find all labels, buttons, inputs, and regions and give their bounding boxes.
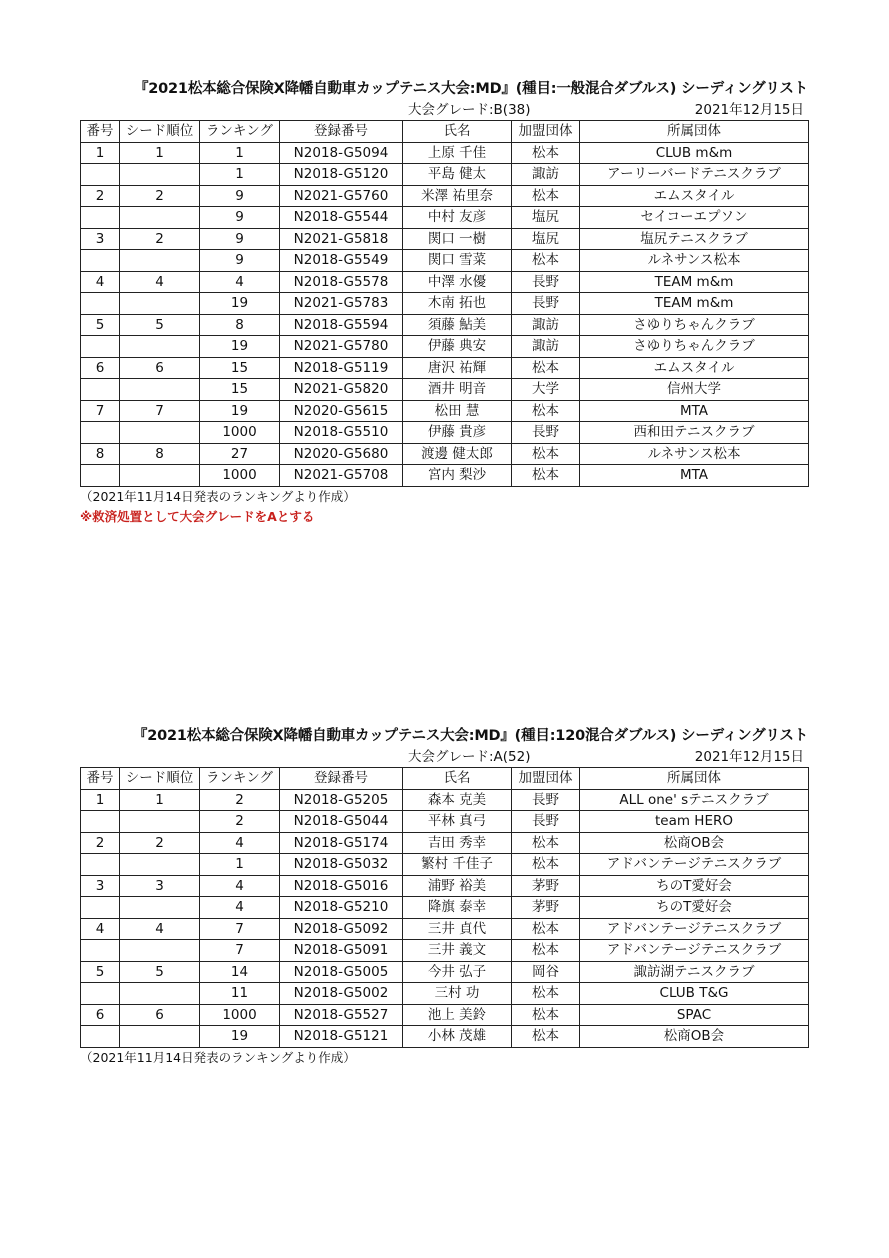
ranking-source-note: （2021年11月14日発表のランキングより作成） xyxy=(80,1049,356,1065)
table-row xyxy=(81,897,809,919)
cell-registration: N2018-G5210 xyxy=(280,897,403,919)
cell-name: 吉田 秀幸 xyxy=(403,832,512,854)
cell-ranking: 4 xyxy=(200,897,280,919)
cell-number xyxy=(81,1026,120,1048)
cell-club: ちのT愛好会 xyxy=(580,897,809,919)
cell-seed xyxy=(120,940,200,962)
cell-registration: N2021-G5760 xyxy=(280,185,403,207)
cell-registration: N2021-G5820 xyxy=(280,379,403,401)
cell-name: 平島 健太 xyxy=(403,164,512,186)
col-header-name: 氏名 xyxy=(403,768,512,790)
cell-club: CLUB m&m xyxy=(580,142,809,164)
cell-name: 唐沢 祐輝 xyxy=(403,357,512,379)
cell-club: 諏訪湖テニスクラブ xyxy=(580,961,809,983)
cell-association: 松本 xyxy=(512,854,580,876)
table-row xyxy=(81,443,809,465)
list-date: 2021年12月15日 xyxy=(694,749,804,765)
cell-name: 繁村 千佳子 xyxy=(403,854,512,876)
cell-ranking: 19 xyxy=(200,336,280,358)
cell-name: 関口 雪菜 xyxy=(403,250,512,272)
table-row xyxy=(81,379,809,401)
col-header-seed: シード順位 xyxy=(120,768,200,790)
cell-number xyxy=(81,422,120,444)
cell-seed xyxy=(120,379,200,401)
col-header-number: 番号 xyxy=(81,121,120,143)
cell-registration: N2018-G5594 xyxy=(280,314,403,336)
cell-seed: 8 xyxy=(120,443,200,465)
cell-club: 塩尻テニスクラブ xyxy=(580,228,809,250)
cell-club: 信州大学 xyxy=(580,379,809,401)
cell-name: 今井 弘子 xyxy=(403,961,512,983)
cell-name: 酒井 明音 xyxy=(403,379,512,401)
table-row xyxy=(81,811,809,833)
cell-club: ALL one' sテニスクラブ xyxy=(580,789,809,811)
cell-seed xyxy=(120,854,200,876)
cell-club: ルネサンス松本 xyxy=(580,443,809,465)
table-row xyxy=(81,832,809,854)
cell-ranking: 9 xyxy=(200,228,280,250)
table-row xyxy=(81,336,809,358)
list-date: 2021年12月15日 xyxy=(694,102,804,118)
cell-name: 米澤 祐里奈 xyxy=(403,185,512,207)
seeding-table xyxy=(80,120,809,487)
cell-seed xyxy=(120,250,200,272)
cell-association: 松本 xyxy=(512,185,580,207)
cell-number xyxy=(81,336,120,358)
cell-club: MTA xyxy=(580,465,809,487)
table-row xyxy=(81,875,809,897)
table-row xyxy=(81,1004,809,1026)
cell-registration: N2020-G5615 xyxy=(280,400,403,422)
cell-club: SPAC xyxy=(580,1004,809,1026)
cell-ranking: 19 xyxy=(200,400,280,422)
cell-registration: N2018-G5549 xyxy=(280,250,403,272)
cell-ranking: 15 xyxy=(200,379,280,401)
cell-association: 茅野 xyxy=(512,897,580,919)
cell-number: 3 xyxy=(81,875,120,897)
cell-registration: N2018-G5205 xyxy=(280,789,403,811)
cell-number: 1 xyxy=(81,789,120,811)
cell-club: エムスタイル xyxy=(580,357,809,379)
cell-ranking: 1000 xyxy=(200,1004,280,1026)
cell-registration: N2018-G5527 xyxy=(280,1004,403,1026)
cell-club: さゆりちゃんクラブ xyxy=(580,314,809,336)
cell-registration: N2018-G5578 xyxy=(280,271,403,293)
cell-registration: N2018-G5044 xyxy=(280,811,403,833)
cell-club: TEAM m&m xyxy=(580,293,809,315)
cell-ranking: 9 xyxy=(200,185,280,207)
table-row xyxy=(81,207,809,229)
table-row xyxy=(81,983,809,1005)
cell-association: 松本 xyxy=(512,250,580,272)
cell-association: 諏訪 xyxy=(512,164,580,186)
cell-name: 須藤 鮎美 xyxy=(403,314,512,336)
cell-seed xyxy=(120,207,200,229)
cell-association: 長野 xyxy=(512,422,580,444)
cell-association: 長野 xyxy=(512,789,580,811)
cell-seed: 2 xyxy=(120,832,200,854)
cell-number xyxy=(81,293,120,315)
cell-ranking: 2 xyxy=(200,811,280,833)
cell-number xyxy=(81,465,120,487)
cell-number xyxy=(81,207,120,229)
cell-association: 長野 xyxy=(512,811,580,833)
cell-club: アーリーバードテニスクラブ xyxy=(580,164,809,186)
cell-seed xyxy=(120,336,200,358)
cell-club: TEAM m&m xyxy=(580,271,809,293)
cell-club: MTA xyxy=(580,400,809,422)
cell-club: team HERO xyxy=(580,811,809,833)
cell-name: 上原 千佳 xyxy=(403,142,512,164)
table-row xyxy=(81,357,809,379)
cell-seed: 5 xyxy=(120,314,200,336)
table-body xyxy=(81,142,809,486)
cell-number: 3 xyxy=(81,228,120,250)
cell-ranking: 8 xyxy=(200,314,280,336)
cell-number: 6 xyxy=(81,1004,120,1026)
cell-number xyxy=(81,897,120,919)
table-row xyxy=(81,228,809,250)
cell-ranking: 9 xyxy=(200,207,280,229)
cell-association: 大学 xyxy=(512,379,580,401)
cell-ranking: 1 xyxy=(200,142,280,164)
cell-seed xyxy=(120,293,200,315)
cell-number xyxy=(81,811,120,833)
cell-seed: 6 xyxy=(120,1004,200,1026)
cell-number: 1 xyxy=(81,142,120,164)
cell-association: 松本 xyxy=(512,357,580,379)
table-row xyxy=(81,314,809,336)
cell-club: 西和田テニスクラブ xyxy=(580,422,809,444)
table-row xyxy=(81,142,809,164)
col-header-ranking: ランキング xyxy=(200,121,280,143)
cell-ranking: 14 xyxy=(200,961,280,983)
cell-name: 池上 美鈴 xyxy=(403,1004,512,1026)
cell-association: 松本 xyxy=(512,832,580,854)
cell-ranking: 19 xyxy=(200,1026,280,1048)
table-body xyxy=(81,789,809,1047)
cell-seed: 6 xyxy=(120,357,200,379)
table-row xyxy=(81,961,809,983)
cell-seed: 2 xyxy=(120,185,200,207)
cell-ranking: 27 xyxy=(200,443,280,465)
meta-line xyxy=(80,747,808,767)
table-row xyxy=(81,293,809,315)
cell-name: 宮内 梨沙 xyxy=(403,465,512,487)
cell-club: 松商OB会 xyxy=(580,1026,809,1048)
cell-registration: N2018-G5120 xyxy=(280,164,403,186)
cell-seed: 7 xyxy=(120,400,200,422)
cell-name: 降旗 泰幸 xyxy=(403,897,512,919)
table-row xyxy=(81,164,809,186)
cell-association: 松本 xyxy=(512,443,580,465)
cell-ranking: 15 xyxy=(200,357,280,379)
cell-association: 松本 xyxy=(512,940,580,962)
relief-remark: ※救済処置として大会グレードをAとする xyxy=(80,508,315,524)
cell-association: 岡谷 xyxy=(512,961,580,983)
cell-club: エムスタイル xyxy=(580,185,809,207)
cell-seed: 1 xyxy=(120,789,200,811)
cell-registration: N2018-G5002 xyxy=(280,983,403,1005)
cell-number xyxy=(81,983,120,1005)
tournament-grade: 大会グレード:A(52) xyxy=(408,749,531,765)
cell-registration: N2018-G5091 xyxy=(280,940,403,962)
cell-registration: N2020-G5680 xyxy=(280,443,403,465)
cell-registration: N2018-G5510 xyxy=(280,422,403,444)
cell-number: 6 xyxy=(81,357,120,379)
cell-number: 5 xyxy=(81,314,120,336)
cell-ranking: 9 xyxy=(200,250,280,272)
cell-club: アドバンテージテニスクラブ xyxy=(580,854,809,876)
cell-name: 三井 義文 xyxy=(403,940,512,962)
cell-number xyxy=(81,940,120,962)
table-row xyxy=(81,250,809,272)
cell-registration: N2018-G5016 xyxy=(280,875,403,897)
tournament-grade: 大会グレード:B(38) xyxy=(408,102,531,118)
cell-seed xyxy=(120,465,200,487)
cell-registration: N2018-G5174 xyxy=(280,832,403,854)
cell-name: 森本 克美 xyxy=(403,789,512,811)
cell-ranking: 2 xyxy=(200,789,280,811)
cell-ranking: 4 xyxy=(200,271,280,293)
cell-seed xyxy=(120,1026,200,1048)
cell-number xyxy=(81,379,120,401)
col-header-seed: シード順位 xyxy=(120,121,200,143)
col-header-registration: 登録番号 xyxy=(280,768,403,790)
cell-association: 松本 xyxy=(512,1026,580,1048)
col-header-association: 加盟団体 xyxy=(512,768,580,790)
col-header-number: 番号 xyxy=(81,768,120,790)
cell-seed xyxy=(120,897,200,919)
header-row xyxy=(81,121,809,143)
cell-club: アドバンテージテニスクラブ xyxy=(580,918,809,940)
cell-association: 長野 xyxy=(512,271,580,293)
table-row xyxy=(81,400,809,422)
cell-ranking: 1000 xyxy=(200,465,280,487)
table-row xyxy=(81,854,809,876)
cell-ranking: 1 xyxy=(200,854,280,876)
table-row xyxy=(81,940,809,962)
cell-ranking: 7 xyxy=(200,940,280,962)
cell-association: 松本 xyxy=(512,918,580,940)
cell-number: 7 xyxy=(81,400,120,422)
cell-association: 松本 xyxy=(512,142,580,164)
cell-name: 中澤 水優 xyxy=(403,271,512,293)
cell-club: セイコーエプソン xyxy=(580,207,809,229)
cell-association: 松本 xyxy=(512,400,580,422)
cell-registration: N2021-G5780 xyxy=(280,336,403,358)
cell-registration: N2018-G5005 xyxy=(280,961,403,983)
cell-name: 松田 慧 xyxy=(403,400,512,422)
cell-registration: N2021-G5708 xyxy=(280,465,403,487)
cell-seed xyxy=(120,983,200,1005)
col-header-ranking: ランキング xyxy=(200,768,280,790)
col-header-name: 氏名 xyxy=(403,121,512,143)
cell-association: 諏訪 xyxy=(512,314,580,336)
cell-name: 渡邊 健太郎 xyxy=(403,443,512,465)
cell-name: 浦野 裕美 xyxy=(403,875,512,897)
cell-name: 小林 茂雄 xyxy=(403,1026,512,1048)
cell-ranking: 4 xyxy=(200,875,280,897)
header-row xyxy=(81,768,809,790)
cell-seed xyxy=(120,164,200,186)
table-row xyxy=(81,1026,809,1048)
cell-number: 5 xyxy=(81,961,120,983)
cell-registration: N2018-G5092 xyxy=(280,918,403,940)
cell-club: 松商OB会 xyxy=(580,832,809,854)
cell-club: CLUB T&G xyxy=(580,983,809,1005)
col-header-registration: 登録番号 xyxy=(280,121,403,143)
cell-ranking: 19 xyxy=(200,293,280,315)
cell-name: 三井 貞代 xyxy=(403,918,512,940)
cell-club: ちのT愛好会 xyxy=(580,875,809,897)
seeding-section-120 xyxy=(80,725,808,1068)
cell-association: 塩尻 xyxy=(512,228,580,250)
cell-seed: 5 xyxy=(120,961,200,983)
col-header-association: 加盟団体 xyxy=(512,121,580,143)
cell-club: ルネサンス松本 xyxy=(580,250,809,272)
cell-name: 中村 友彦 xyxy=(403,207,512,229)
cell-number: 2 xyxy=(81,832,120,854)
cell-number xyxy=(81,164,120,186)
cell-number: 8 xyxy=(81,443,120,465)
cell-registration: N2021-G5818 xyxy=(280,228,403,250)
cell-club: アドバンテージテニスクラブ xyxy=(580,940,809,962)
table-row xyxy=(81,465,809,487)
cell-ranking: 1000 xyxy=(200,422,280,444)
table-row xyxy=(81,185,809,207)
cell-registration: N2018-G5119 xyxy=(280,357,403,379)
cell-name: 木南 拓也 xyxy=(403,293,512,315)
cell-registration: N2018-G5544 xyxy=(280,207,403,229)
table-row xyxy=(81,422,809,444)
cell-ranking: 4 xyxy=(200,832,280,854)
cell-registration: N2021-G5783 xyxy=(280,293,403,315)
table-row xyxy=(81,789,809,811)
cell-association: 松本 xyxy=(512,1004,580,1026)
cell-seed: 4 xyxy=(120,271,200,293)
cell-club: さゆりちゃんクラブ xyxy=(580,336,809,358)
cell-ranking: 11 xyxy=(200,983,280,1005)
cell-name: 伊藤 典安 xyxy=(403,336,512,358)
cell-seed: 3 xyxy=(120,875,200,897)
cell-association: 松本 xyxy=(512,983,580,1005)
table-row xyxy=(81,271,809,293)
cell-name: 伊藤 貴彦 xyxy=(403,422,512,444)
cell-number: 4 xyxy=(81,271,120,293)
cell-association: 茅野 xyxy=(512,875,580,897)
cell-association: 諏訪 xyxy=(512,336,580,358)
cell-number xyxy=(81,250,120,272)
cell-association: 長野 xyxy=(512,293,580,315)
cell-name: 平林 真弓 xyxy=(403,811,512,833)
cell-registration: N2018-G5032 xyxy=(280,854,403,876)
cell-seed xyxy=(120,422,200,444)
cell-number: 2 xyxy=(81,185,120,207)
cell-seed: 2 xyxy=(120,228,200,250)
cell-name: 三村 功 xyxy=(403,983,512,1005)
cell-ranking: 7 xyxy=(200,918,280,940)
ranking-source-note: （2021年11月14日発表のランキングより作成） xyxy=(80,488,356,504)
cell-number xyxy=(81,854,120,876)
meta-line xyxy=(80,100,808,120)
col-header-club: 所属団体 xyxy=(580,768,809,790)
cell-registration: N2018-G5121 xyxy=(280,1026,403,1048)
cell-seed: 4 xyxy=(120,918,200,940)
seeding-section-general xyxy=(80,78,808,527)
cell-registration: N2018-G5094 xyxy=(280,142,403,164)
cell-association: 松本 xyxy=(512,465,580,487)
cell-ranking: 1 xyxy=(200,164,280,186)
cell-name: 関口 一樹 xyxy=(403,228,512,250)
page-title: 『2021松本総合保険X降幡自動車カップテニス大会:MD』(種目:一般混合ダブルス) シーディングリスト xyxy=(133,81,808,97)
table-row xyxy=(81,918,809,940)
col-header-club: 所属団体 xyxy=(580,121,809,143)
seeding-table xyxy=(80,767,809,1048)
cell-seed xyxy=(120,811,200,833)
page-title: 『2021松本総合保険X降幡自動車カップテニス大会:MD』(種目:120混合ダブルス) シーディングリスト xyxy=(132,728,808,744)
cell-association: 塩尻 xyxy=(512,207,580,229)
cell-number: 4 xyxy=(81,918,120,940)
cell-seed: 1 xyxy=(120,142,200,164)
